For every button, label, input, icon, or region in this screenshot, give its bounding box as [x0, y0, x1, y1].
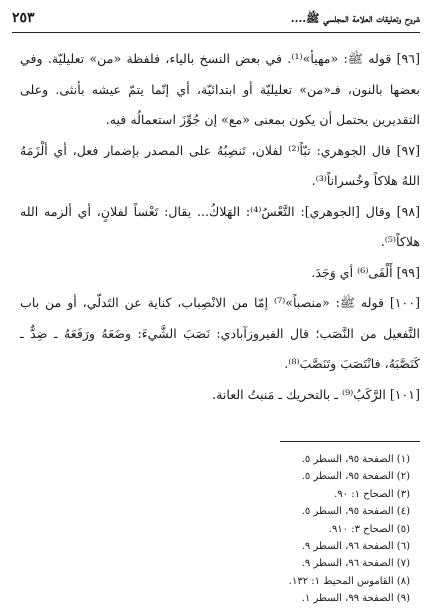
- paragraph-97: [٩٧] قال الجوهري: تبّاً⁽²⁾ لفلان، تَنصِبُهُ على المصدر بإضمار فعل، أي ألْزَمَهُ اللهُ هلاكاً وخُسراناً⁽³⁾.: [20, 142, 420, 188]
- paragraph-99: [٩٩] أَلْفَى⁽⁶⁾ أي وَجَدَ.: [311, 264, 420, 280]
- footnote-9: (٩) الصفحة ٩٩، السطر ١.: [301, 593, 410, 605]
- footnote-6: (٦) الصفحة ٩٦، السطر ٩.: [301, 541, 410, 553]
- footnotes: [110, 451, 410, 608]
- footnote-2: (٢) الصفحة ٩٥، السطر ٥.: [301, 471, 410, 483]
- main-text: [20, 44, 420, 410]
- footnote-7: (٧) الصفحة ٩٦، السطر ٩.: [301, 558, 410, 570]
- running-header: [12, 10, 420, 33]
- paragraph-96: [٩٦] قوله ﷺ: «مهيأ»⁽¹⁾. في بعض النسخ بالياء، فلفظة «من» تعليليّة. وفي بعضها بالنون، فـ«من» تعليليّة أو ابتدائيّة، أي إنّما يتمّ عيشه بأنثى. وعلى التقديرين يحتمل أن يكون بمعنى «مع» إن جُوِّزَ استعمالُه فيه.: [20, 51, 420, 127]
- paragraph-101: [١٠١] الرَّكَبُ⁽⁹⁾ ـ بالتحريك ـ مَنبتُ العانة.: [212, 386, 420, 402]
- running-header-title: شروح وتعليقات العلامة المجلسي ﷺ....: [290, 12, 420, 25]
- footnote-1: (١) الصفحة ٩٥، السطر ٥.: [301, 454, 410, 465]
- footnote-5: (٥) الصحاح ٣: ٩١٠.: [328, 523, 410, 535]
- paragraph-100: [١٠٠] قوله ﷺ: «منصباً»⁽⁷⁾ إمّا من الانْصِباب، كناية عن التَدلّي، أو من باب التَّفعيل من النَّصَب؛ قال الفيروزآبادي: نَصَبَ الشَّيءَ: وضَعَهُ ورَفَعَهُ ـ ضِدٌّ ـ كَنَصَّبَهُ، فانْتَصَبَ وتَنَصَّبَ⁽⁸⁾.: [20, 295, 421, 371]
- footnote-3: (٣) الصحاح ١: ٩٠.: [334, 488, 410, 500]
- paragraph-98: [٩٨] وقال [الجوهري]: التَّعْسُ⁽⁴⁾: الهَلاكُ... يقال: تَعْساً لفلانٍ، أي ألزمه الله هلاكاً⁽⁵⁾.: [20, 203, 421, 249]
- page-number: ٢٥٣: [12, 10, 35, 26]
- footnote-separator: [280, 441, 420, 442]
- footnote-4: (٤) الصفحة ٩٥، السطر ٥.: [301, 506, 410, 518]
- footnote-8: (٨) القاموس المحيط ١: ١٣٢.: [288, 575, 410, 587]
